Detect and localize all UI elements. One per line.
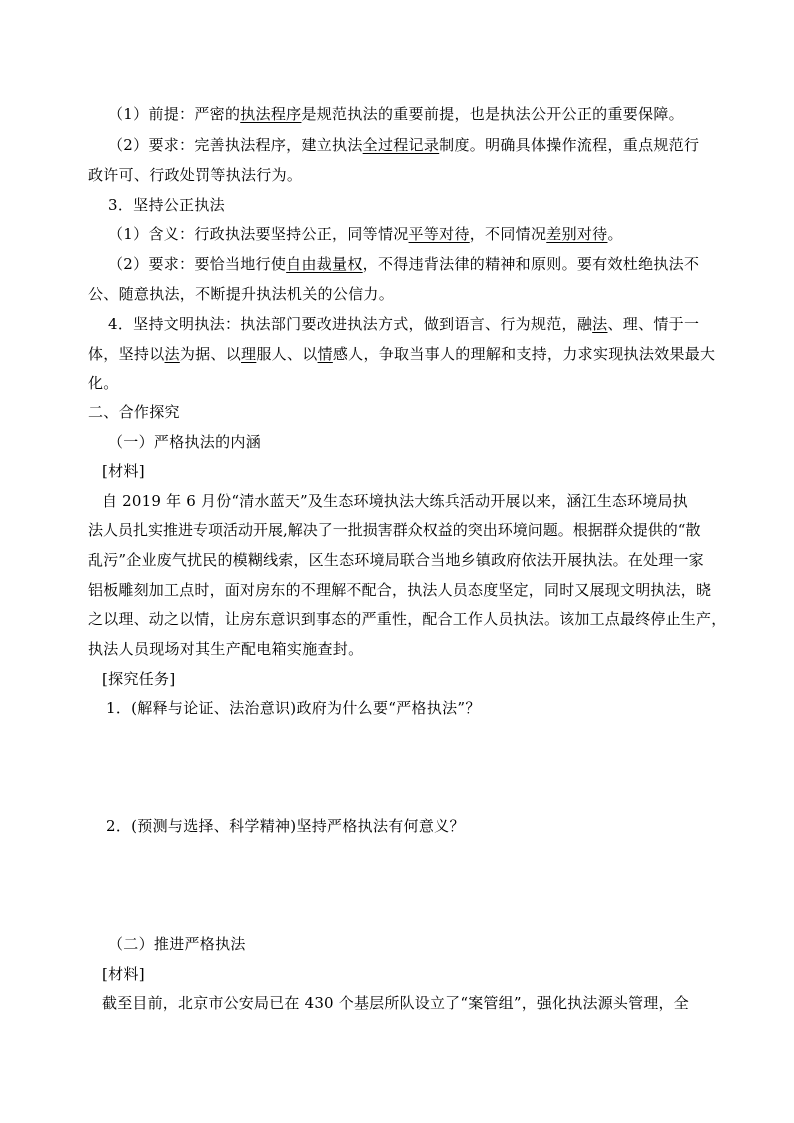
text: （2）要求：完善执法程序，建立执法 [108,136,363,154]
material-line-5: 之以理、动之以情，让房东意识到事态的严重性，配合工作人员执法。该加工点最终停止生产， [88,610,727,628]
text: 、理、情于一 [607,315,700,333]
paragraph-requirement-2-cont: 公、随意执法，不断提升执法机关的公信力。 [88,285,395,303]
material-line-3: 乱污”企业废气扰民的模糊线索，区生态环境局联合当地乡镇政府依法开展执法。在处理一家 [88,551,704,569]
text: ，不同情况 [469,225,547,243]
material-line-1: 自 2019 年 6 月份“清水蓝天”及生态环境执法大练兵活动开展以来，涵江生态环境局执 [102,492,688,510]
paragraph-civil-enforcement-cont [88,344,715,364]
underlined-term: 情 [317,345,333,363]
text: 服人、以 [256,345,318,363]
text: 是规范执法的重要前提，也是执法公开公正的重要保障。 [301,105,684,123]
question-1: 1．(解释与论证、法治意识)政府为什么要“严格执法”？ [106,699,481,717]
material-2-line-1: 截至目前，北京市公安局已在 430 个基层所队设立了“案管组”，强化执法源头管理，全 [102,994,689,1012]
underlined-term: 执法程序 [240,105,302,123]
material-label-1: [材料] [102,462,145,480]
paragraph-civil-enforcement [108,314,699,334]
text: （1）前提：严密的 [108,105,241,123]
text: 感人，争取当事人的理解和支持，力求实现执法效果最大 [332,345,716,363]
heading-fair-enforcement: 3．坚持公正执法 [108,196,225,214]
text: 为据、以 [179,345,242,363]
paragraph-civil-enforcement-end: 化。 [88,374,119,392]
subsection-heading-2: （二）推进严格执法 [108,935,246,953]
underlined-term: 平等对待 [408,225,470,243]
paragraph-requirement-1 [108,135,699,155]
material-line-2: 法人员扎实推进专项活动开展,解决了一批损害群众权益的突出环境问题。根据群众提供的“散 [88,521,701,539]
section-heading-cooperative-inquiry: 二、合作探究 [88,403,180,421]
paragraph-premise [108,104,684,124]
underlined-term: 理 [241,345,257,363]
underlined-term: 差别对待 [546,225,608,243]
text: 体，坚持以 [88,345,165,363]
underlined-term: 法 [164,345,180,363]
material-line-4: 铝板雕刻加工点时，面对房东的不理解不配合，执法人员态度坚定，同时又展现文明执法，晓 [88,581,712,599]
material-label-2: [材料] [102,965,145,983]
paragraph-meaning [108,224,623,244]
text: （2）要求：要恰当地行使 [108,255,287,273]
paragraph-requirement-2 [108,254,699,274]
underlined-term: 自由裁量权 [286,255,363,273]
subsection-heading-1: （一）严格执法的内涵 [108,433,262,451]
text: 4．坚持文明执法：执法部门要改进执法方式，做到语言、行为规范，融 [108,315,593,333]
inquiry-task-label: [探究任务] [102,670,176,688]
underlined-term: 全过程记录 [362,136,440,154]
text: （1）含义：行政执法要坚持公正，同等情况 [108,225,409,243]
material-line-6: 执法人员现场对其生产配电箱实施查封。 [88,640,364,658]
text: ，不得违背法律的精神和原则。要有效杜绝执法不 [362,255,700,273]
question-2: 2．(预测与选择、科学精神)坚持严格执法有何意义？ [106,817,465,835]
underlined-term: 法 [592,315,608,333]
text: 制度。明确具体操作流程，重点规范行 [439,136,700,154]
paragraph-requirement-1-cont: 政许可、行政处罚等执法行为。 [88,166,303,184]
text: 。 [607,225,623,243]
